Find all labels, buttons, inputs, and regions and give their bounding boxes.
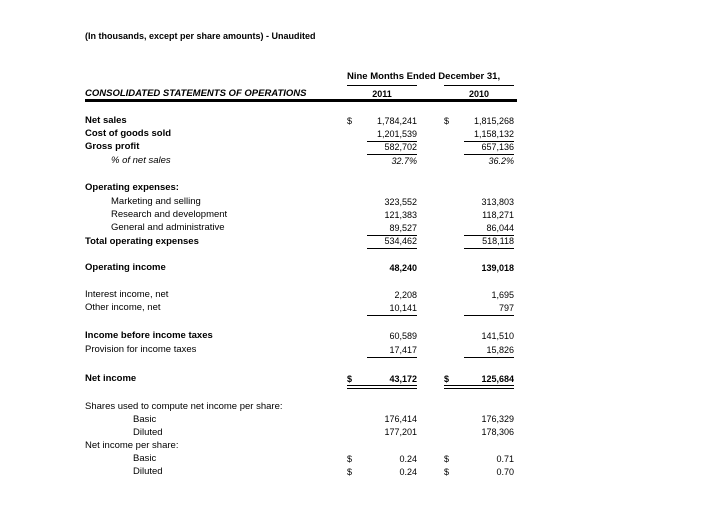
rule <box>464 154 514 155</box>
label-provision-tax: Provision for income taxes <box>85 344 197 355</box>
rule-period-2010 <box>444 85 514 86</box>
value-marketing-2011: 323,552 <box>384 197 417 207</box>
dollar-sign: $ <box>444 467 450 477</box>
label-total-opex: Total operating expenses <box>85 236 199 247</box>
dollar-sign: $ <box>444 454 450 464</box>
label-shares-basic: Basic <box>133 414 157 425</box>
value-pct-net-sales-2011: 32.7% <box>391 156 417 166</box>
double-rule-top <box>444 385 514 386</box>
value-interest-income-2010: 1,695 <box>491 290 514 300</box>
value-interest-income-2011: 2,208 <box>394 290 417 300</box>
value-shares-basic-2010: 176,329 <box>481 414 514 424</box>
label-cogs: Cost of goods sold <box>85 128 172 139</box>
label-gross-profit: Gross profit <box>85 141 140 152</box>
year-2011-header: 2011 <box>372 89 392 99</box>
value-shares-diluted-2010: 178,306 <box>481 427 514 437</box>
label-net-income: Net income <box>85 373 137 384</box>
value-cogs-2011: 1,201,539 <box>376 129 417 139</box>
value-shares-basic-2011: 176,414 <box>384 414 417 424</box>
rule-period-2011 <box>347 85 417 86</box>
label-shares-header: Shares used to compute net income per share: <box>85 401 283 412</box>
label-marketing: Marketing and selling <box>111 196 201 207</box>
label-interest-income: Interest income, net <box>85 289 169 300</box>
double-rule-bottom <box>347 388 417 389</box>
value-net-income-2010: 125,684 <box>481 374 514 384</box>
value-gross-profit-2010: 657,136 <box>481 142 514 152</box>
rule <box>464 248 514 249</box>
dollar-sign: $ <box>347 374 353 384</box>
label-income-before-tax: Income before income taxes <box>85 330 213 341</box>
value-total-opex-2011: 534,462 <box>384 236 417 246</box>
rule <box>367 154 417 155</box>
dollar-sign: $ <box>347 116 353 126</box>
rule <box>464 315 514 316</box>
label-pct-net-sales: % of net sales <box>111 155 171 166</box>
value-eps-basic-2011: 0.24 <box>399 454 417 464</box>
value-income-before-tax-2010: 141,510 <box>481 331 514 341</box>
value-gross-profit-2011: 582,702 <box>384 142 417 152</box>
label-opex-header: Operating expenses: <box>85 182 179 193</box>
value-provision-tax-2011: 17,417 <box>389 345 417 355</box>
value-eps-diluted-2011: 0.24 <box>399 467 417 477</box>
value-net-sales-2011: 1,784,241 <box>376 116 417 126</box>
value-net-sales-2010: 1,815,268 <box>473 116 514 126</box>
label-eps-diluted: Diluted <box>133 466 163 477</box>
label-shares-diluted: Diluted <box>133 427 163 438</box>
dollar-sign: $ <box>444 116 450 126</box>
double-rule-bottom <box>444 388 514 389</box>
rule <box>367 357 417 358</box>
rule <box>367 315 417 316</box>
period-header: Nine Months Ended December 31, <box>347 71 501 82</box>
double-rule-top <box>347 385 417 386</box>
dollar-sign: $ <box>444 374 450 384</box>
label-net-sales: Net sales <box>85 115 127 126</box>
value-other-income-2010: 797 <box>498 303 514 313</box>
value-operating-income-2010: 139,018 <box>481 263 514 273</box>
label-gna: General and administrative <box>111 222 225 233</box>
label-eps-basic: Basic <box>133 453 157 464</box>
value-marketing-2010: 313,803 <box>481 197 514 207</box>
value-other-income-2011: 10,141 <box>389 303 417 313</box>
label-operating-income: Operating income <box>85 262 166 273</box>
statement-title: CONSOLIDATED STATEMENTS OF OPERATIONS <box>85 88 307 99</box>
value-net-income-2011: 43,172 <box>389 374 417 384</box>
value-pct-net-sales-2010: 36.2% <box>488 156 514 166</box>
rule <box>367 248 417 249</box>
value-operating-income-2011: 48,240 <box>389 263 417 273</box>
label-other-income: Other income, net <box>85 302 161 313</box>
value-rnd-2011: 121,383 <box>384 210 417 220</box>
dollar-sign: $ <box>347 467 353 477</box>
rule <box>464 357 514 358</box>
value-cogs-2010: 1,158,132 <box>473 129 514 139</box>
header-note: (In thousands, except per share amounts) - Unaudited <box>85 31 316 41</box>
dollar-sign: $ <box>347 454 353 464</box>
value-rnd-2010: 118,271 <box>482 210 514 220</box>
value-eps-basic-2010: 0.71 <box>496 454 514 464</box>
value-eps-diluted-2010: 0.70 <box>496 467 514 477</box>
value-provision-tax-2010: 15,826 <box>486 345 514 355</box>
header-rule <box>85 99 517 102</box>
value-gna-2011: 89,527 <box>389 223 417 233</box>
label-rnd: Research and development <box>111 209 228 220</box>
year-2010-header: 2010 <box>468 89 490 99</box>
value-shares-diluted-2011: 177,201 <box>384 427 417 437</box>
value-income-before-tax-2011: 60,589 <box>389 331 417 341</box>
value-total-opex-2010: 518,118 <box>482 236 514 246</box>
label-eps-header: Net income per share: <box>85 440 179 451</box>
value-gna-2010: 86,044 <box>486 223 514 233</box>
